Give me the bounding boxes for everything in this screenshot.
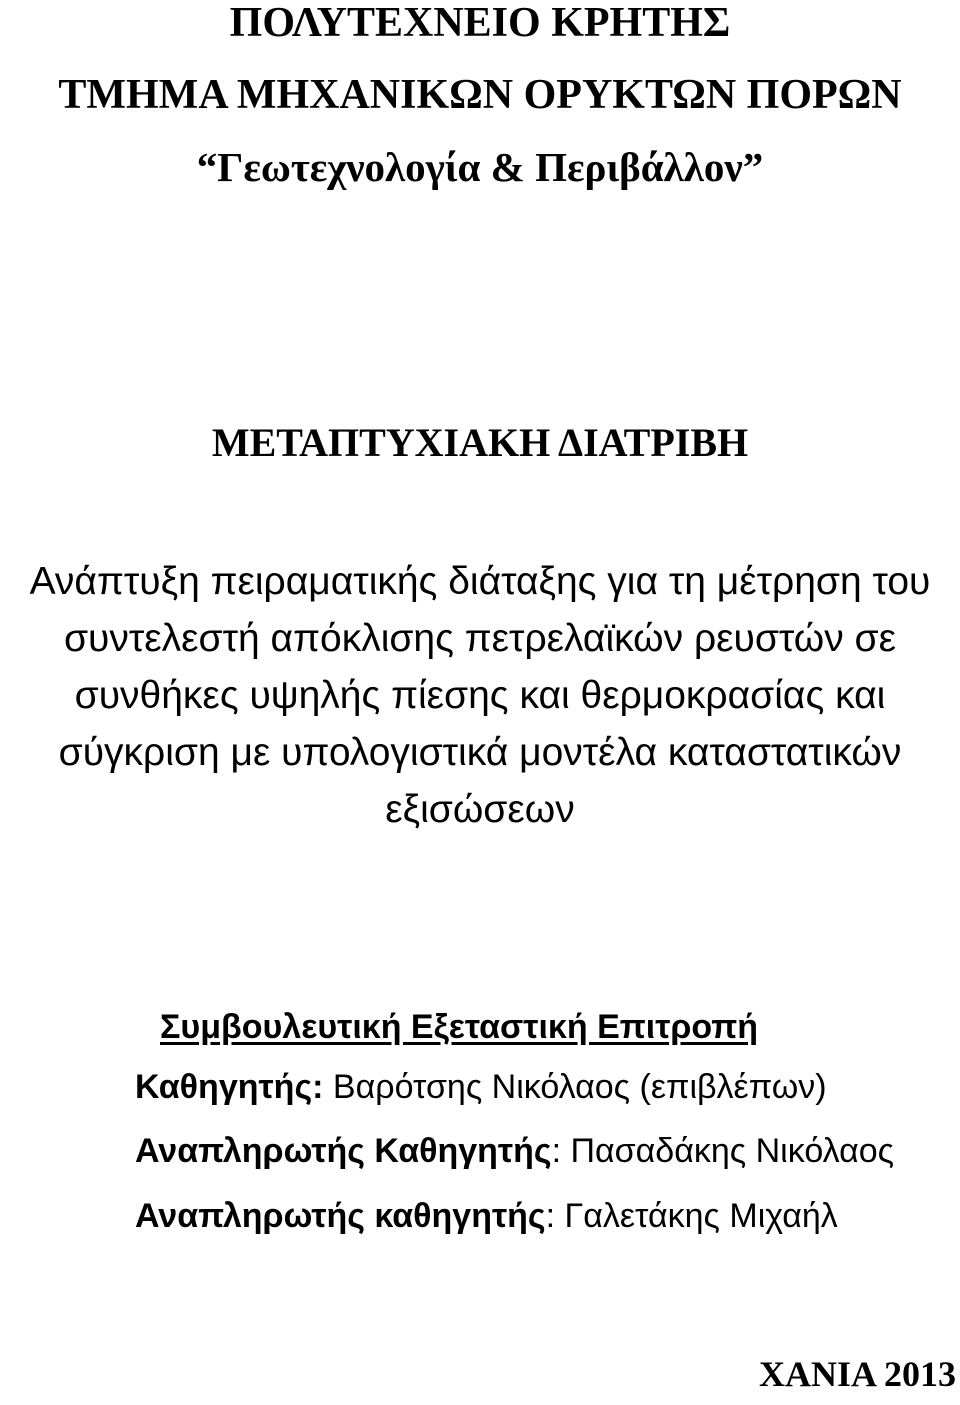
member-name: Βαρότσης Νικόλαος (επιβλέπων): [323, 1068, 827, 1106]
thesis-title-line: συντελεστή απόκλισης πετρελαϊκών ρευστών σε: [63, 617, 897, 660]
thesis-title-line: συνθήκες υψηλής πίεσης και θερμοκρασίας και: [74, 674, 886, 717]
university-name: ΠΟΛΥΤΕΧΝΕΙΟ ΚΡΗΤΗΣ: [229, 0, 731, 46]
place-year: ΧΑΝΙΑ 2013: [758, 1354, 956, 1394]
thesis-title-line: Ανάπτυξη πειραματικής διάταξης για τη μέτρηση του: [29, 560, 931, 603]
thesis-title-line: σύγκριση με υπολογιστικά μοντέλα καταστατικών: [58, 731, 902, 774]
document-type: ΜΕΤΑΠΤΥΧΙΑΚΗ ΔΙΑΤΡΙΒΗ: [211, 420, 749, 465]
thesis-title-line: εξισώσεων: [385, 788, 575, 831]
member-name: : Πασαδάκης Νικόλαος: [551, 1132, 895, 1170]
program-name: “Γεωτεχνολογία & Περιβάλλον”: [196, 144, 764, 190]
member-role: Αναπληρωτής καθηγητής: [135, 1197, 546, 1235]
committee-member: [135, 1199, 838, 1233]
member-role: Αναπληρωτής Καθηγητής: [135, 1132, 552, 1170]
member-name: : Γαλετάκης Μιχαήλ: [545, 1197, 838, 1235]
committee-heading: Συμβουλευτική Εξεταστική Επιτροπή: [160, 1008, 759, 1046]
department-name: ΤΜΗΜΑ ΜΗΧΑΝΙΚΩΝ ΟΡΥΚΤΩΝ ΠΟΡΩΝ: [58, 72, 902, 118]
member-role: Καθηγητής:: [135, 1068, 324, 1106]
committee-member: [135, 1070, 827, 1104]
committee-member: [135, 1134, 894, 1168]
